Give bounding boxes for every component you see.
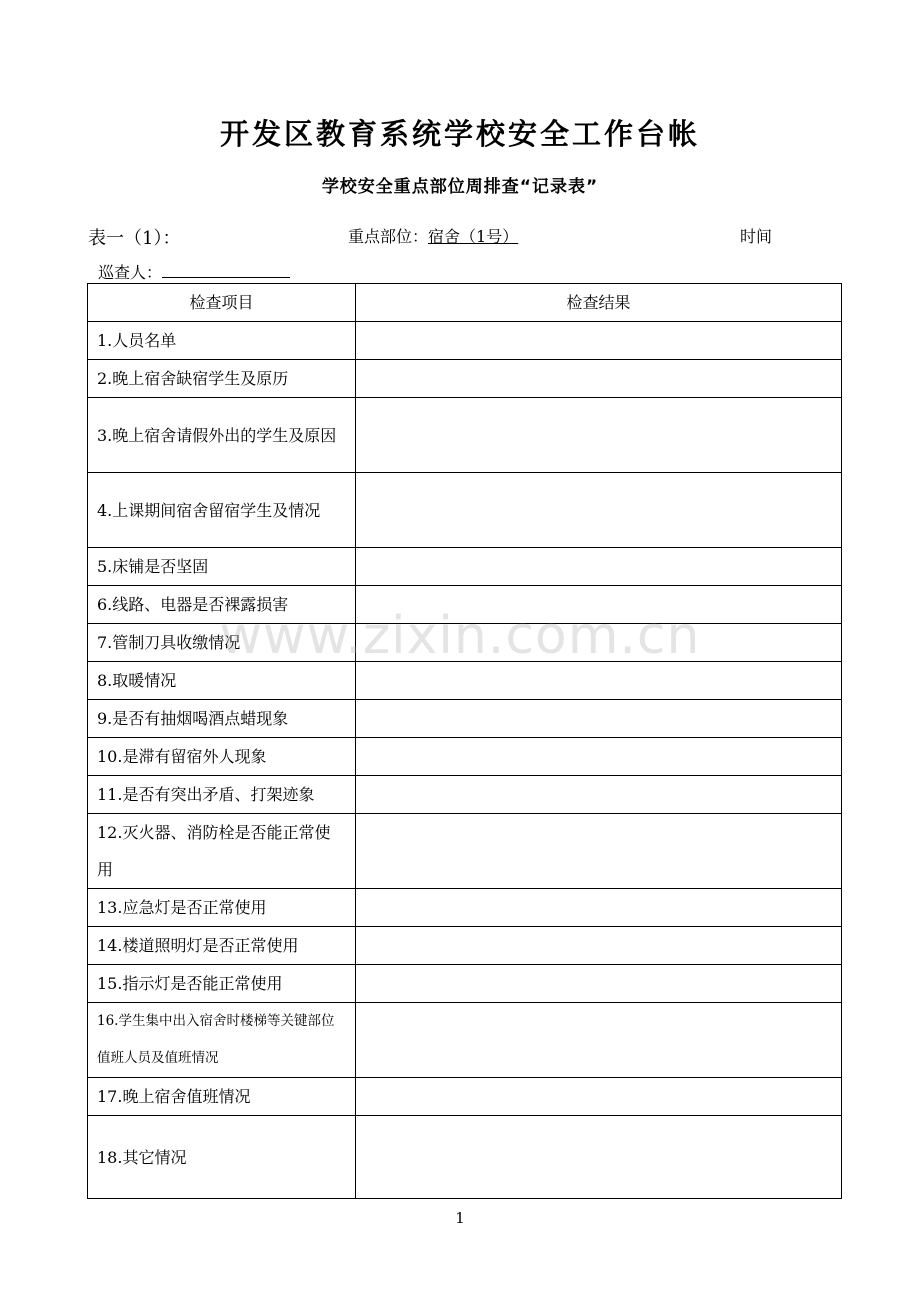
row-item: 6.线路、电器是否裸露损害 (88, 586, 356, 624)
table-row (88, 738, 842, 776)
row-result (356, 1078, 842, 1116)
row-item: 16.学生集中出入宿舍时楼梯等关键部位值班人员及值班情况 (88, 1003, 356, 1078)
table-row (88, 889, 842, 927)
table-row (88, 662, 842, 700)
location-field (348, 224, 518, 247)
inspector-field (98, 260, 290, 283)
table-row (88, 586, 842, 624)
page-number: 1 (455, 1209, 465, 1227)
location-label: 重点部位： (348, 227, 429, 246)
row-item: 2.晚上宿舍缺宿学生及原历 (88, 360, 356, 398)
row-item: 13.应急灯是否正常使用 (88, 889, 356, 927)
row-item: 7.管制刀具收缴情况 (88, 624, 356, 662)
table-row (88, 322, 842, 360)
row-item: 1.人员名单 (88, 322, 356, 360)
row-result (356, 548, 842, 586)
table-row (88, 548, 842, 586)
row-result (356, 965, 842, 1003)
row-item: 15.指示灯是否能正常使用 (88, 965, 356, 1003)
row-item: 8.取暖情况 (88, 662, 356, 700)
row-result (356, 1003, 842, 1078)
table-row (88, 624, 842, 662)
watermark: www.zixin.com.cn (219, 606, 701, 666)
table-row (88, 814, 842, 889)
inspector-label: 巡查人： (98, 263, 163, 282)
time-label: 时间 (740, 227, 773, 246)
location-value: 宿舍（1号） (428, 227, 519, 246)
row-result (356, 1116, 842, 1199)
table-row (88, 473, 842, 548)
row-item: 5.床铺是否坚固 (88, 548, 356, 586)
table-label: 表一（1）： (88, 228, 181, 249)
row-result (356, 398, 842, 473)
row-item: 12.灭火器、消防栓是否能正常使用 (88, 814, 356, 889)
row-item: 17.晚上宿舍值班情况 (88, 1078, 356, 1116)
table-row (88, 1116, 842, 1199)
table-row (88, 1078, 842, 1116)
row-result (356, 927, 842, 965)
row-item: 10.是滞有留宿外人现象 (88, 738, 356, 776)
row-item: 3.晚上宿舍请假外出的学生及原因 (88, 398, 356, 473)
row-result (356, 738, 842, 776)
table-row (88, 927, 842, 965)
row-item: 18.其它情况 (88, 1116, 356, 1199)
table-row (88, 398, 842, 473)
document-title: 开发区教育系统学校安全工作台帐 (219, 117, 700, 151)
row-result (356, 662, 842, 700)
table-row (88, 700, 842, 738)
document-subtitle: 学校安全重点部位周排查“记录表” (321, 177, 599, 197)
row-result (356, 360, 842, 398)
row-result (356, 624, 842, 662)
table-row (88, 776, 842, 814)
row-result (356, 322, 842, 360)
row-result (356, 776, 842, 814)
table-row (88, 360, 842, 398)
row-result (356, 473, 842, 548)
row-item: 9.是否有抽烟喝酒点蜡现象 (88, 700, 356, 738)
row-item: 11.是否有突出矛盾、打架迹象 (88, 776, 356, 814)
inspector-blank-line (162, 263, 290, 278)
row-item: 14.楼道照明灯是否正常使用 (88, 927, 356, 965)
row-result (356, 586, 842, 624)
row-item: 4.上课期间宿舍留宿学生及情况 (88, 473, 356, 548)
form-meta-line (88, 224, 848, 250)
header-inspection-result: 检查结果 (356, 284, 842, 322)
row-result (356, 889, 842, 927)
header-inspection-item: 检查项目 (88, 284, 356, 322)
table-header-row (88, 284, 842, 322)
inspection-table (87, 283, 842, 1199)
table-row (88, 965, 842, 1003)
row-result (356, 700, 842, 738)
table-row (88, 1003, 842, 1078)
row-result (356, 814, 842, 889)
